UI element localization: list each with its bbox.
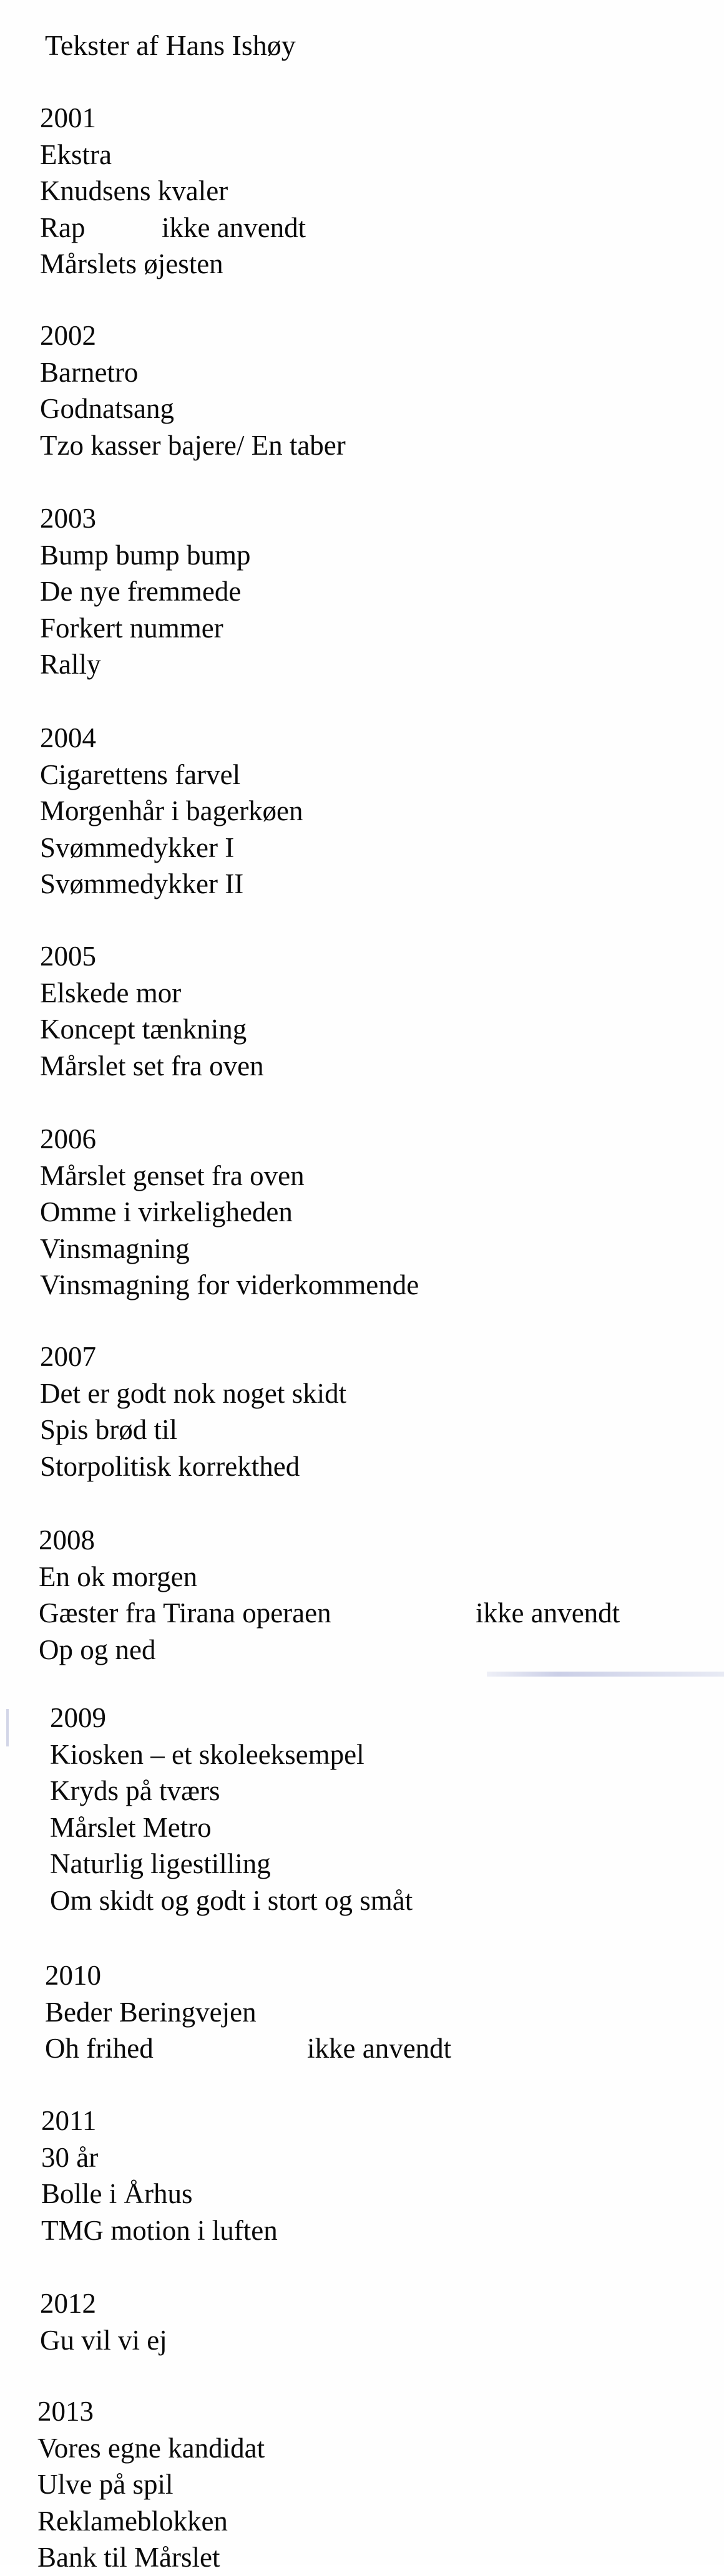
song-title — [39, 1559, 331, 1595]
year-heading: 2003 — [40, 503, 96, 534]
song-title — [40, 866, 303, 903]
song-title — [40, 210, 306, 246]
year-heading: 2006 — [40, 1123, 96, 1155]
song-title-text: Bolle i Århus — [41, 2178, 193, 2209]
song-title — [50, 1809, 413, 1846]
song-title-text: Omme i virkeligheden — [40, 1196, 293, 1227]
song-title-text: Barnetro — [40, 356, 139, 388]
song-title — [40, 573, 251, 610]
not-used-note: ikke anvendt — [307, 2033, 452, 2064]
song-title-text: Kiosken – et skoleeksempel — [50, 1738, 364, 1770]
song-title-text: Elskede mor — [40, 977, 182, 1009]
song-title — [40, 427, 346, 464]
song-title-text: Cigarettens farvel — [40, 758, 241, 790]
song-title — [40, 1411, 346, 1448]
song-title-text: Gæster fra Tirana operaen — [39, 1597, 331, 1629]
song-title-text: Vores egne kandidat — [37, 2432, 265, 2464]
year-section-2006 — [40, 1121, 419, 1304]
song-title — [40, 1011, 264, 1048]
song-title — [37, 2430, 265, 2467]
song-title — [37, 2539, 265, 2576]
song-title — [39, 1595, 620, 1632]
year-section-2008 — [39, 1522, 620, 1668]
song-title-text: TMG motion i luften — [41, 2214, 278, 2246]
song-title-text: Mårslet Metro — [50, 1811, 212, 1843]
song-title — [40, 390, 346, 427]
song-title — [40, 537, 251, 574]
song-title — [40, 975, 264, 1012]
song-title-text: Forkert nummer — [40, 612, 223, 644]
song-title-text: Svømmedykker II — [40, 868, 244, 899]
song-title — [40, 610, 251, 647]
year-heading: 2001 — [40, 102, 96, 133]
song-title — [37, 2503, 265, 2540]
year-heading: 2009 — [50, 1702, 106, 1733]
song-title-text: Om skidt og godt i stort og småt — [50, 1884, 413, 1916]
song-title-text: De nye fremmede — [40, 576, 242, 607]
not-used-note: ikke anvendt — [476, 1597, 620, 1629]
song-title-text: Bank til Mårslet — [37, 2542, 220, 2573]
song-title-text: Reklameblokken — [37, 2505, 228, 2537]
year-section-2002 — [40, 317, 346, 463]
song-title — [40, 2322, 167, 2359]
year-section-2012 — [40, 2285, 167, 2358]
song-title-text: Op og ned — [39, 1634, 156, 1665]
song-title — [40, 1231, 419, 1267]
song-title-text: Koncept tænkning — [40, 1014, 247, 1045]
song-title — [50, 1846, 413, 1882]
year-section-2001 — [40, 100, 306, 283]
song-title-text: Rally — [40, 649, 101, 680]
song-title-text: Vinsmagning for viderkommende — [40, 1269, 419, 1300]
song-title — [40, 646, 251, 683]
song-title — [41, 2139, 278, 2176]
song-title-text: Det er godt nok noget skidt — [40, 1377, 347, 1409]
song-title-text: Kryds på tværs — [50, 1775, 220, 1806]
song-title — [40, 354, 346, 391]
year-section-2009 — [50, 1700, 413, 1919]
year-section-2004 — [40, 720, 303, 903]
song-title-text: Storpolitisk korrekthed — [40, 1450, 300, 1482]
song-title-text: Godnatsang — [40, 393, 174, 424]
song-title — [40, 137, 228, 173]
song-title-text: Oh frihed — [45, 2033, 154, 2064]
song-title — [40, 1375, 346, 1412]
year-section-2011 — [41, 2103, 278, 2249]
song-title-text: En ok morgen — [39, 1561, 198, 1592]
song-title-text: Bump bump bump — [40, 539, 251, 571]
song-title-text: Ekstra — [40, 138, 112, 170]
year-heading: 2010 — [45, 1960, 101, 1991]
year-heading: 2004 — [40, 722, 96, 753]
song-title-text: Svømmedykker I — [40, 831, 235, 863]
song-title-text: Naturlig ligestilling — [50, 1848, 271, 1879]
song-title — [40, 1048, 264, 1085]
song-title — [41, 2176, 278, 2212]
song-title — [40, 173, 228, 210]
song-title — [40, 1448, 346, 1485]
song-title-text: Rap — [40, 211, 86, 243]
song-title-text: Knudsens kvaler — [40, 175, 228, 206]
song-title — [45, 1994, 257, 2031]
song-title-text: Mårslets øjesten — [40, 248, 223, 279]
song-title — [40, 830, 303, 866]
year-section-2005 — [40, 938, 264, 1084]
year-heading: 2007 — [40, 1341, 96, 1372]
year-heading: 2008 — [39, 1524, 95, 1556]
song-title — [41, 2212, 278, 2249]
not-used-note: ikke anvendt — [162, 211, 306, 243]
song-title — [50, 1882, 413, 1919]
year-heading: 2013 — [37, 2396, 94, 2427]
year-heading: 2011 — [41, 2105, 97, 2136]
song-title — [40, 793, 303, 830]
song-title-text: 30 år — [41, 2141, 99, 2173]
year-heading: 2005 — [40, 941, 96, 972]
song-title — [45, 2030, 452, 2067]
year-section-2003 — [40, 500, 251, 683]
scan-artifact-streak — [487, 1672, 724, 1677]
song-title — [40, 246, 228, 283]
song-title — [39, 1632, 331, 1668]
song-title-text: Tzo kasser bajere/ En taber — [40, 429, 346, 461]
year-heading: 2002 — [40, 320, 96, 351]
song-title — [40, 1194, 419, 1231]
year-section-2010 — [45, 1957, 452, 2067]
song-title-text: Gu vil vi ej — [40, 2324, 167, 2356]
year-section-2007 — [40, 1339, 346, 1484]
song-title-text: Beder Beringvejen — [45, 1996, 257, 2028]
song-title-text: Mårslet set fra oven — [40, 1050, 264, 1082]
song-title-text: Vinsmagning — [40, 1232, 190, 1264]
song-title — [40, 1158, 419, 1194]
song-title — [40, 1267, 419, 1304]
document-title: Tekster af Hans Ishøy — [45, 29, 296, 61]
song-title — [50, 1773, 413, 1809]
song-title-text: Spis brød til — [40, 1414, 178, 1445]
scan-artifact-edge — [6, 1709, 9, 1746]
song-title — [37, 2466, 265, 2503]
song-title — [40, 757, 303, 793]
year-heading: 2012 — [40, 2288, 96, 2319]
song-title — [50, 1736, 413, 1773]
song-title-text: Morgenhår i bagerkøen — [40, 795, 303, 826]
song-title-text: Ulve på spil — [37, 2469, 174, 2500]
year-section-2013 — [37, 2393, 265, 2576]
song-title-text: Mårslet genset fra oven — [40, 1160, 305, 1191]
